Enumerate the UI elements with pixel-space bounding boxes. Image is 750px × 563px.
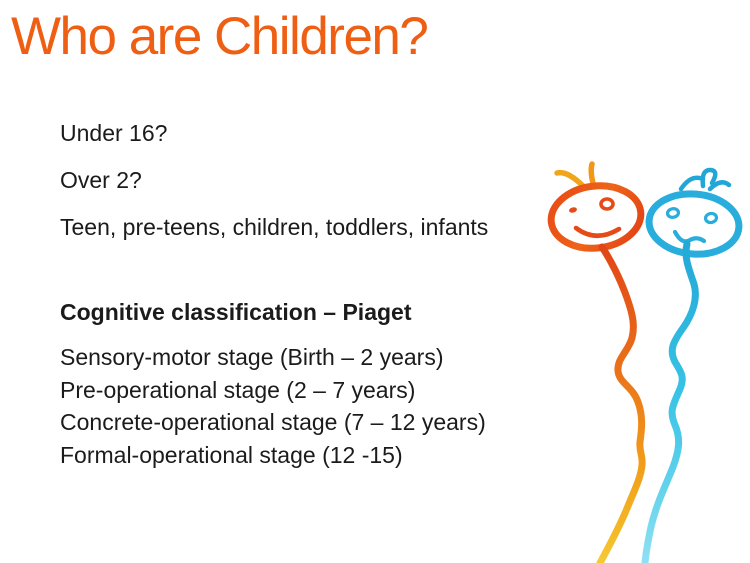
blue-figure-left-eye [667,208,679,218]
intro-line-age-groups: Teen, pre-teens, children, toddlers, infants [60,214,489,240]
blue-figure-frown-mouth [675,232,704,241]
stage-formal-operational: Formal-operational stage (12 -15) [60,442,403,468]
blue-figure-right-eye [705,213,717,224]
stage-pre-operational: Pre-operational stage (2 – 7 years) [60,377,416,403]
red-figure-left-eye [568,207,577,214]
blue-figure-head [647,190,742,258]
red-figure-right-eye [601,199,613,209]
red-figure-wavy-body [600,247,642,563]
section-heading-piaget: Cognitive classification – Piaget [60,299,412,325]
crayon-figure-red [548,164,645,563]
intro-line-over-2: Over 2? [60,167,142,193]
red-figure-head [548,181,645,254]
red-figure-left-antenna-hair [557,173,583,186]
crayon-figure-blue [645,170,741,563]
red-figure-smile-mouth [576,228,619,236]
intro-line-under-16: Under 16? [60,120,168,146]
slide-title: Who are Children? [11,7,428,66]
crayon-children-illustration [535,152,750,563]
stage-concrete-operational: Concrete-operational stage (7 – 12 years) [60,409,486,435]
stage-sensory-motor: Sensory-motor stage (Birth – 2 years) [60,344,444,370]
blue-figure-wavy-body [645,244,695,563]
blue-figure-hair-left-strand [681,178,703,189]
